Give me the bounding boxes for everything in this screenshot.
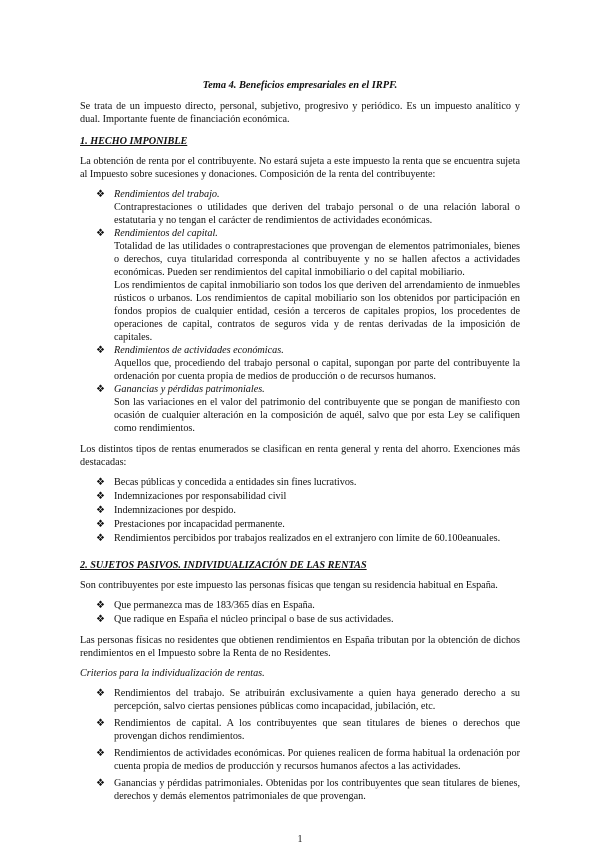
list-item <box>80 490 520 503</box>
item-text: Son las variaciones en el valor del patrimonio del contribuyente que se pongan de manifiesto con ocasión de cualquier alteración en la composición de aquél, salvo que por esta Ley se califiquen como rendimientos. <box>114 397 520 434</box>
item-text: Rendimientos de actividades económicas. Por quienes realicen de forma habitual la ordenación por cuenta propia de medios de producción y recursos humanos afectos a las actividades. <box>114 748 520 772</box>
intro-paragraph: Se trata de un impuesto directo, personal, subjetivo, progresivo y periódico. Es un impuesto analítico y dual. Importante fuente de financiación económica. <box>80 101 520 125</box>
item-title: Rendimientos del capital. <box>114 228 218 239</box>
section-2-paragraph: Son contribuyentes por este impuesto las personas físicas que tengan su residencia habitual en España. <box>80 580 498 591</box>
diamond-bullet-icon: ❖ <box>96 748 105 759</box>
diamond-bullet-icon: ❖ <box>96 718 105 729</box>
list-item <box>80 599 520 612</box>
section-1-heading: 1. HECHO IMPONIBLE <box>80 136 188 147</box>
diamond-bullet-icon: ❖ <box>96 778 105 789</box>
item-text: Totalidad de las utilidades o contraprestaciones que provengan de elementos patrimoniales, bienes o derechos, cuya titularidad corresponda al contribuyente y no se hallen afectos a actividades económicas. Pueden ser rendimientos del capital inmobiliario o del capital mobiliario. <box>114 241 520 278</box>
diamond-bullet-icon: ❖ <box>96 688 105 699</box>
list-item <box>80 383 520 435</box>
diamond-bullet-icon: ❖ <box>96 477 105 488</box>
document-page <box>80 80 520 811</box>
income-types-list <box>80 188 520 435</box>
item-text: Indemnizaciones por responsabilidad civil <box>114 491 287 502</box>
diamond-bullet-icon: ❖ <box>96 189 105 200</box>
item-text: Rendimientos percibidos por trabajos realizados en el extranjero con límite de 60.100eanuales. <box>114 533 501 544</box>
list-item <box>80 476 520 489</box>
item-text: Que permanezca mas de 183/365 días en España. <box>114 600 315 611</box>
item-title: Ganancias y pérdidas patrimoniales. <box>114 384 265 395</box>
item-title: Rendimientos de actividades económicas. <box>114 345 284 356</box>
list-item <box>80 532 520 545</box>
diamond-bullet-icon: ❖ <box>96 505 105 516</box>
list-item <box>80 747 520 773</box>
non-residents-paragraph: Las personas físicas no residentes que obtienen rendimientos en España tributan por la obtención de dichos rendimientos en el Impuesto sobre la Renta de no Residentes. <box>80 635 520 659</box>
list-item <box>80 613 520 626</box>
list-item <box>80 504 520 517</box>
item-text: Indemnizaciones por despido. <box>114 505 236 516</box>
document-title: Tema 4. Beneficios empresariales en el IRPF. <box>202 80 398 91</box>
list-item <box>80 344 520 383</box>
list-item <box>80 227 520 344</box>
criteria-list <box>80 687 520 803</box>
item-text: Prestaciones por incapacidad permanente. <box>114 519 285 530</box>
exenciones-paragraph: Los distintos tipos de rentas enumerados se clasifican en renta general y renta del ahorro. Exenciones más destacadas: <box>80 444 520 468</box>
list-item <box>80 777 520 803</box>
section-1-paragraph: La obtención de renta por el contribuyente. No estará sujeta a este impuesto la renta que se encuentra sujeta al Impuesto sobre sucesiones y donaciones. Composición de la renta del contribuyente: <box>80 156 520 180</box>
page-number: 1 <box>297 834 303 845</box>
item-text: Los rendimientos de capital inmobiliario son todos los que deriven del arrendamiento de inmuebles rústicos o urbanos. Los rendimientos de capital mobiliario son los obtenidos por participación en fondos propios de cualquier entidad, cesión a terceros de capitales propios, los procedentes de operaciones de capital, contratos de seguros vida y de rentas derivadas de la imposición de capitales. <box>114 280 520 343</box>
residence-conditions-list <box>80 599 520 626</box>
diamond-bullet-icon: ❖ <box>96 600 105 611</box>
diamond-bullet-icon: ❖ <box>96 345 105 356</box>
diamond-bullet-icon: ❖ <box>96 384 105 395</box>
list-item <box>80 518 520 531</box>
exenciones-list <box>80 476 520 545</box>
list-item <box>80 717 520 743</box>
item-text: Aquellos que, procediendo del trabajo personal o capital, supongan por parte del contribuyente la ordenación por cuenta propia de medios de producción o de recursos humanos. <box>114 358 520 382</box>
list-item <box>80 687 520 713</box>
item-text: Becas públicas y concedida a entidades sin fines lucrativos. <box>114 477 357 488</box>
item-text: Que radique en España el núcleo principal o base de sus actividades. <box>114 614 394 625</box>
criteria-title: Criterios para la individualización de rentas. <box>80 668 265 679</box>
item-text: Rendimientos del trabajo. Se atribuirán exclusivamente a quien haya generado derecho a su percepción, salvo ciertas pensiones públicas como incapacidad, jubilación, etc. <box>114 688 520 712</box>
item-title: Rendimientos del trabajo. <box>114 189 220 200</box>
diamond-bullet-icon: ❖ <box>96 228 105 239</box>
item-text: Contraprestaciones o utilidades que deriven del trabajo personal o de una relación laboral o estatutaria y no tengan el carácter de rendimientos de actividades económicas. <box>114 202 520 226</box>
item-text: Ganancias y pérdidas patrimoniales. Obtenidas por los contribuyentes que sean titulares de bienes, derechos y demás elementos patrimoniales de que provengan. <box>114 778 520 802</box>
diamond-bullet-icon: ❖ <box>96 491 105 502</box>
section-2-heading: 2. SUJETOS PASIVOS. INDIVIDUALIZACIÓN DE LAS RENTAS <box>80 560 367 571</box>
diamond-bullet-icon: ❖ <box>96 519 105 530</box>
diamond-bullet-icon: ❖ <box>96 614 105 625</box>
item-text: Rendimientos de capital. A los contribuyentes que sean titulares de bienes o derechos que provengan dichos rendimientos. <box>114 718 520 742</box>
list-item <box>80 188 520 227</box>
diamond-bullet-icon: ❖ <box>96 533 105 544</box>
